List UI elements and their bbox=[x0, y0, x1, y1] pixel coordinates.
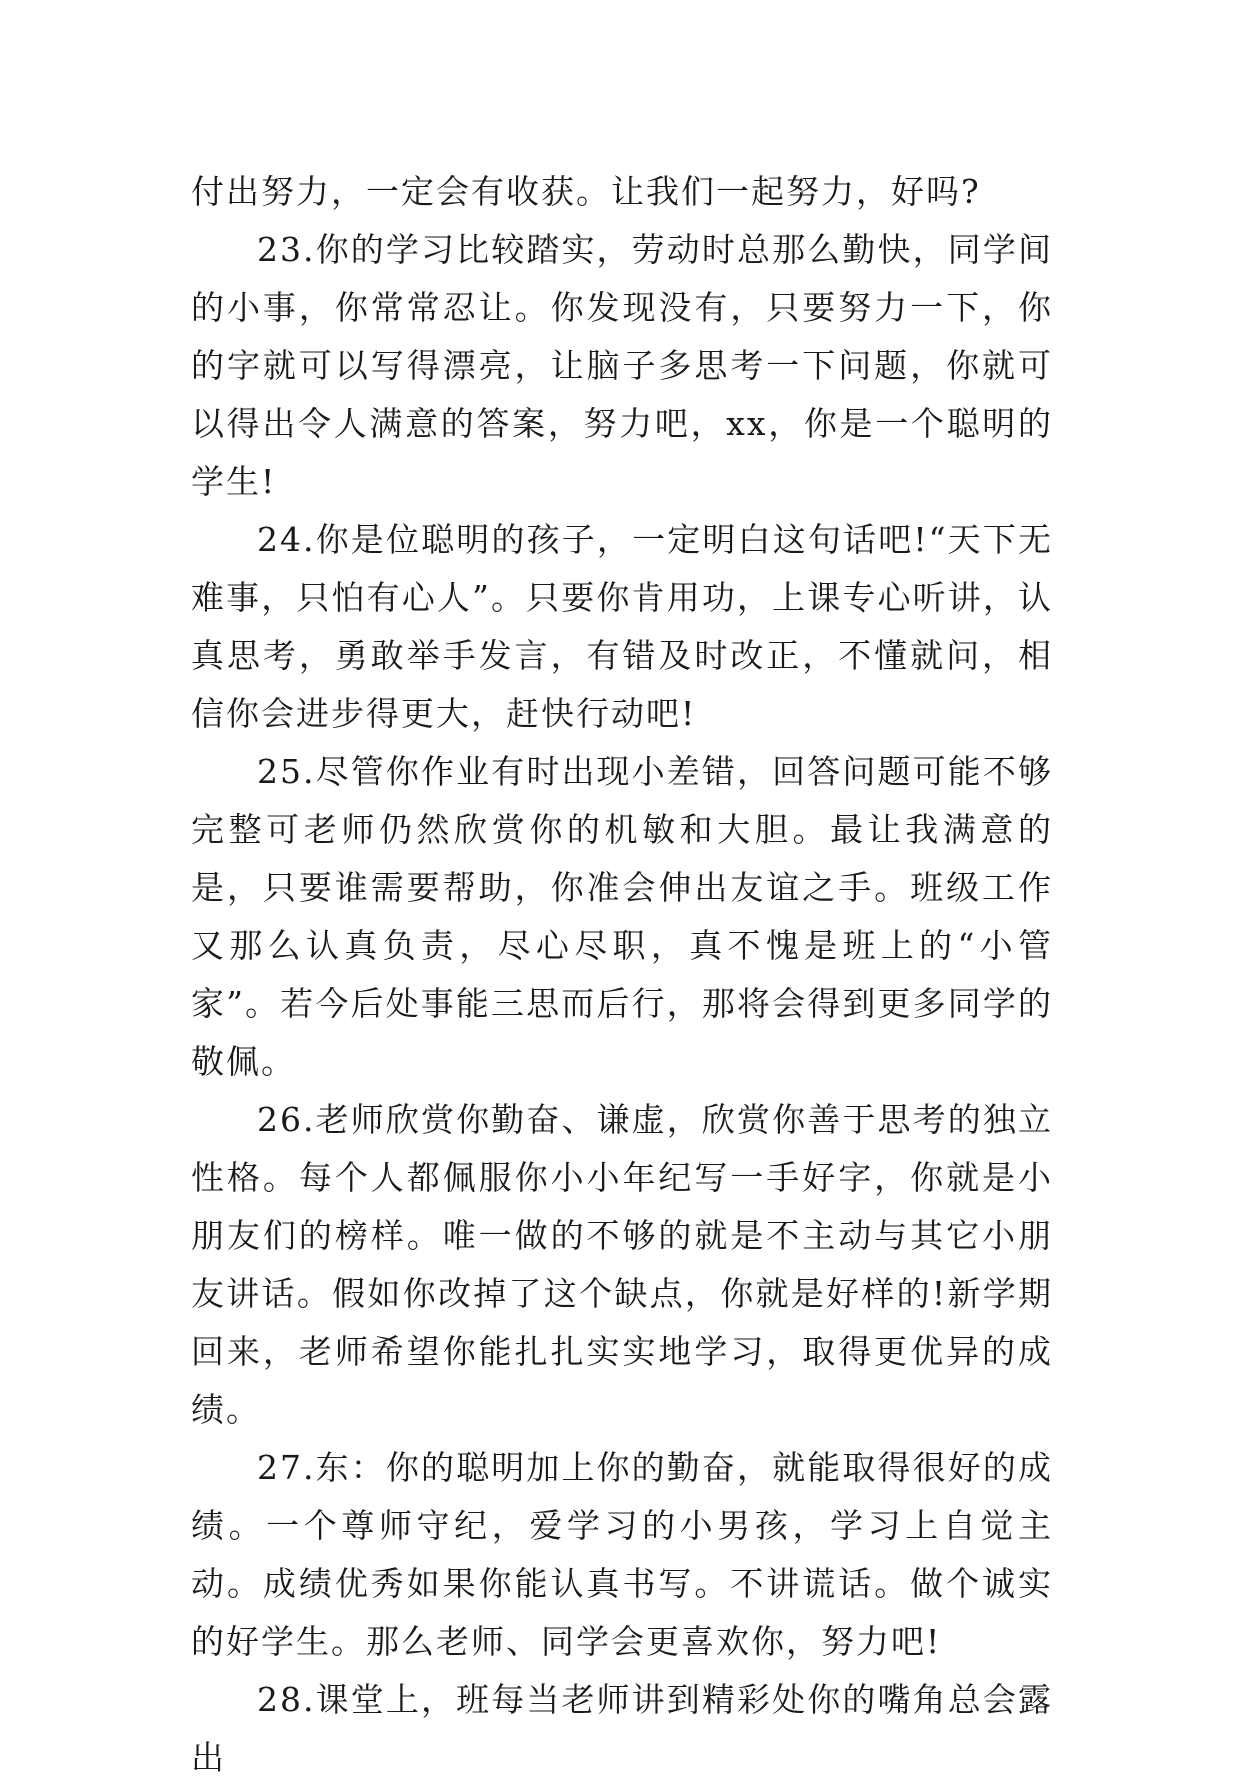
paragraph-comment-23: 23.你的学习比较踏实，劳动时总那么勤快，同学间的小事，你常常忍让。你发现没有，只要努力一下，你的字就可以写得漂亮，让脑子多思考一下问题，你就可以得出令人满意的答案，努力吧，xx，你是一个聪明的学生! bbox=[191, 230, 1053, 501]
paragraph-comment-25: 25.尽管你作业有时出现小差错，回答问题可能不够完整可老师仍然欣赏你的机敏和大胆。最让我满意的是，只要谁需要帮助，你准会伸出友谊之手。班级工作又那么认真负责，尽心尽职，真不愧是班上的“小管家”。若今后处事能三思而后行，那将会得到更多同学的敬佩。 bbox=[191, 752, 1053, 1081]
paragraph-comment-28: 28.课堂上，班每当老师讲到精彩处你的嘴角总会露出 bbox=[191, 1680, 1053, 1777]
document-body bbox=[191, 163, 1053, 1787]
paragraph-comment-27: 27.东：你的聪明加上你的勤奋，就能取得很好的成绩。一个尊师守纪，爱学习的小男孩，学习上自觉主动。成绩优秀如果你能认真书写。不讲谎话。做个诚实的好学生。那么老师、同学会更喜欢你，努力吧! bbox=[191, 1448, 1053, 1661]
paragraph-comment-24: 24.你是位聪明的孩子，一定明白这句话吧!“天下无难事，只怕有心人”。只要你肯用功，上课专心听讲，认真思考，勇敢举手发言，有错及时改正，不懂就问，相信你会进步得更大，赶快行动吧! bbox=[191, 520, 1053, 733]
paragraph-comment-26: 26.老师欣赏你勤奋、谦虚，欣赏你善于思考的独立性格。每个人都佩服你小小年纪写一手好字，你就是小朋友们的榜样。唯一做的不够的就是不主动与其它小朋友讲话。假如你改掉了这个缺点，你就是好样的!新学期回来，老师希望你能扎扎实实地学习，取得更优异的成绩。 bbox=[191, 1100, 1053, 1429]
paragraph-continuation: 付出努力，一定会有收获。让我们一起努力，好吗? bbox=[191, 172, 981, 211]
